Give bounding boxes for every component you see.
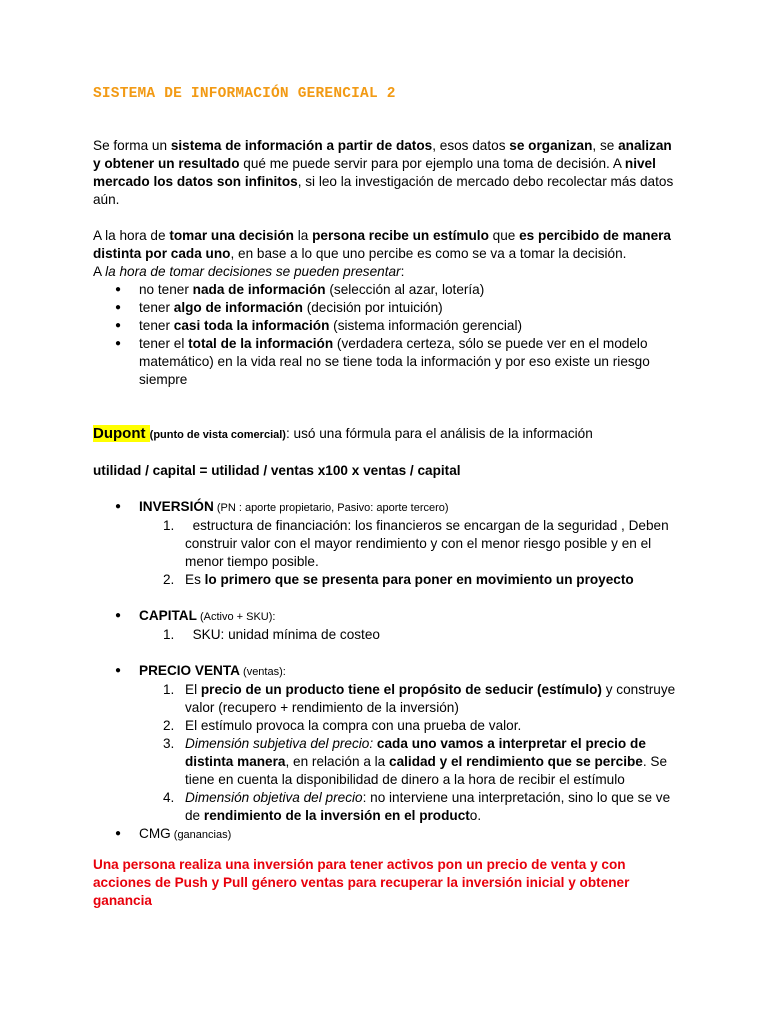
list-item: 1. estructura de financiación: los financieros se encargan de la seguridad , Deben construir valor con el mayor rendimiento y con el menor riesgo posible y en el menor tiempo posible. xyxy=(163,518,673,569)
list-item: 2. El estímulo provoca la compra con una prueba de valor. xyxy=(163,718,522,733)
precio-sublist xyxy=(93,681,683,825)
precio-item: ● PRECIO VENTA (ventas): xyxy=(93,662,683,681)
spacer xyxy=(93,389,683,425)
list-item: ● no tener nada de información (selección al azar, lotería) xyxy=(93,281,683,299)
conclusion-paragraph: Una persona realiza una inversión para tener activos pon un precio de venta y con acciones de Push y Pull género ventas para recuperar la inversión inicial y obtener ganancia xyxy=(93,857,630,908)
list-item: ● tener casi toda la información (sistema información gerencial) xyxy=(93,317,683,335)
list-item: 2. Es lo primero que se presenta para poner en movimiento un proyecto xyxy=(163,572,634,587)
intro-paragraph: Se forma un sistema de información a partir de datos, esos datos se organizan, se analizan y obtener un resultado qué me puede servir para por ejemplo una toma de decisión. A nivel mercado los datos son infinitos, si leo la investigación de mercado debo recolectar más datos aún. xyxy=(93,138,674,207)
spacer xyxy=(93,209,683,227)
spacer xyxy=(93,444,683,462)
capital-sublist xyxy=(93,626,683,644)
inversion-sublist xyxy=(93,517,683,589)
list-item: ● tener el total de la información (verdadera certeza, sólo se puede ver en el modelo matemático) en la vida real no se tiene toda la información y por eso existe un riesgo siempre xyxy=(93,335,683,389)
document-title: SISTEMA DE INFORMACIÓN GERENCIAL 2 xyxy=(93,86,396,102)
capital-item: ● CAPITAL (Activo + SKU): xyxy=(93,607,683,626)
dupont-components-list xyxy=(93,498,683,517)
dupont-highlight: Dupont xyxy=(93,425,150,442)
list-item: ● tener algo de información (decisión por intuición) xyxy=(93,299,683,317)
decision-intro-line: A la hora de tomar decisiones se pueden presentar: xyxy=(93,264,405,279)
information-levels-list xyxy=(93,281,683,389)
cmg-item: ● CMG (ganancias) xyxy=(93,825,683,844)
dupont-formula: utilidad / capital = utilidad / ventas x100 x ventas / capital xyxy=(93,463,461,478)
list-item: 1. El precio de un producto tiene el propósito de seducir (estímulo) y construye valor (recupero + rendimiento de la inversión) xyxy=(163,682,676,715)
spacer xyxy=(93,589,683,607)
inversion-item: ● INVERSIÓN (PN : aporte propietario, Pasivo: aporte tercero) xyxy=(93,498,683,517)
list-item: 3. Dimensión subjetiva del precio: cada uno vamos a interpretar el precio de distinta manera, en relación a la calidad y el rendimiento que se percibe. Se tiene en cuenta la disponibilidad de dinero a la hora de recibir el estímulo xyxy=(163,736,668,787)
dupont-line: Dupont (punto de vista comercial): usó una fórmula para el análisis de la información xyxy=(93,425,593,442)
spacer xyxy=(93,480,683,498)
list-item: 4. Dimensión objetiva del precio: no interviene una interpretación, sino lo que se ve de rendimiento de la inversión en el producto. xyxy=(163,790,671,823)
cmg-list xyxy=(93,825,683,844)
document-body xyxy=(93,137,683,910)
list-item: 1. SKU: unidad mínima de costeo xyxy=(163,627,380,642)
spacer xyxy=(93,644,683,662)
decision-paragraph: A la hora de tomar una decisión la persona recibe un estímulo que es percibido de manera distinta por cada uno, en base a lo que uno percibe es como se va a tomar la decisión. xyxy=(93,228,671,261)
capital-list xyxy=(93,607,683,626)
precio-list xyxy=(93,662,683,681)
spacer xyxy=(93,844,683,856)
